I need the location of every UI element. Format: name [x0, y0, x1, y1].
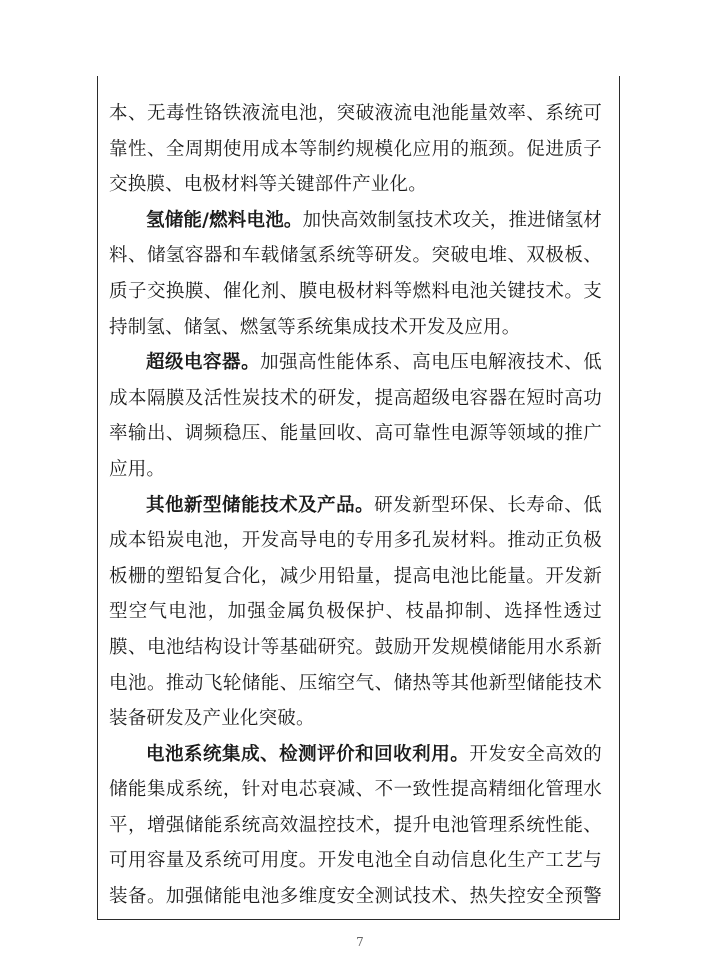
paragraph-heading: 其他新型储能技术及产品。 — [146, 494, 375, 516]
paragraph-heading: 电池系统集成、检测评价和回收利用。 — [146, 743, 470, 765]
paragraph-text: 研发新型环保、长寿命、低成本铅炭电池，开发高导电的专用多孔炭材料。推动正负极板栅的塑铅复合化，减少用铅量，提高电池比能量。开发新型空气电池，加强金属负极保护、枝晶抑制、选择性透过膜、电池结构设计等基础研究。鼓励开发规模储能用水系新电池。推动飞轮储能、压缩空气、储热等其他新型储能技术装备研发及产业化突破。 — [109, 494, 602, 730]
paragraph-text: 开发安全高效的储能集成系统，针对电芯衰减、不一致性提高精细化管理水平，增强储能系统高效温控技术，提升电池管理系统性能、可用容量及系统可用度。开发电池全自动信息化生产工艺与装备。加强储能电池多维度安全测试技术、热失控安全预警 — [109, 743, 602, 908]
paragraph-continuation — [109, 96, 602, 203]
page-number: 7 — [356, 935, 364, 949]
paragraph-text: 本、无毒性铬铁液流电池，突破液流电池能量效率、系统可靠性、全周期使用成本等制约规模化应用的瓶颈。促进质子交换膜、电极材料等关键部件产业化。 — [109, 103, 602, 196]
paragraph-text: 加快高效制氢技术攻关，推进储氢材料、储氢容器和车载储氢系统等研发。突破电堆、双极板、质子交换膜、催化剂、膜电极材料等燃料电池关键技术。支持制氢、储氢、燃氢等系统集成技术开发及应用。 — [109, 209, 603, 338]
document-body — [109, 96, 602, 920]
paragraph-supercapacitor — [109, 345, 602, 487]
paragraph-battery-system — [109, 737, 602, 920]
paragraph-text: 加强高性能体系、高电压电解液技术、低成本隔膜及活性炭技术的研发，提高超级电容器在短时高功率输出、调频稳压、能量回收、高可靠性电源等领域的推广应用。 — [109, 352, 602, 480]
paragraph-heading: 氢储能/燃料电池。 — [146, 209, 303, 231]
paragraph-hydrogen-storage — [109, 203, 602, 345]
document-frame — [97, 76, 620, 920]
paragraph-other-storage — [109, 488, 602, 737]
paragraph-heading: 超级电容器。 — [146, 352, 261, 374]
